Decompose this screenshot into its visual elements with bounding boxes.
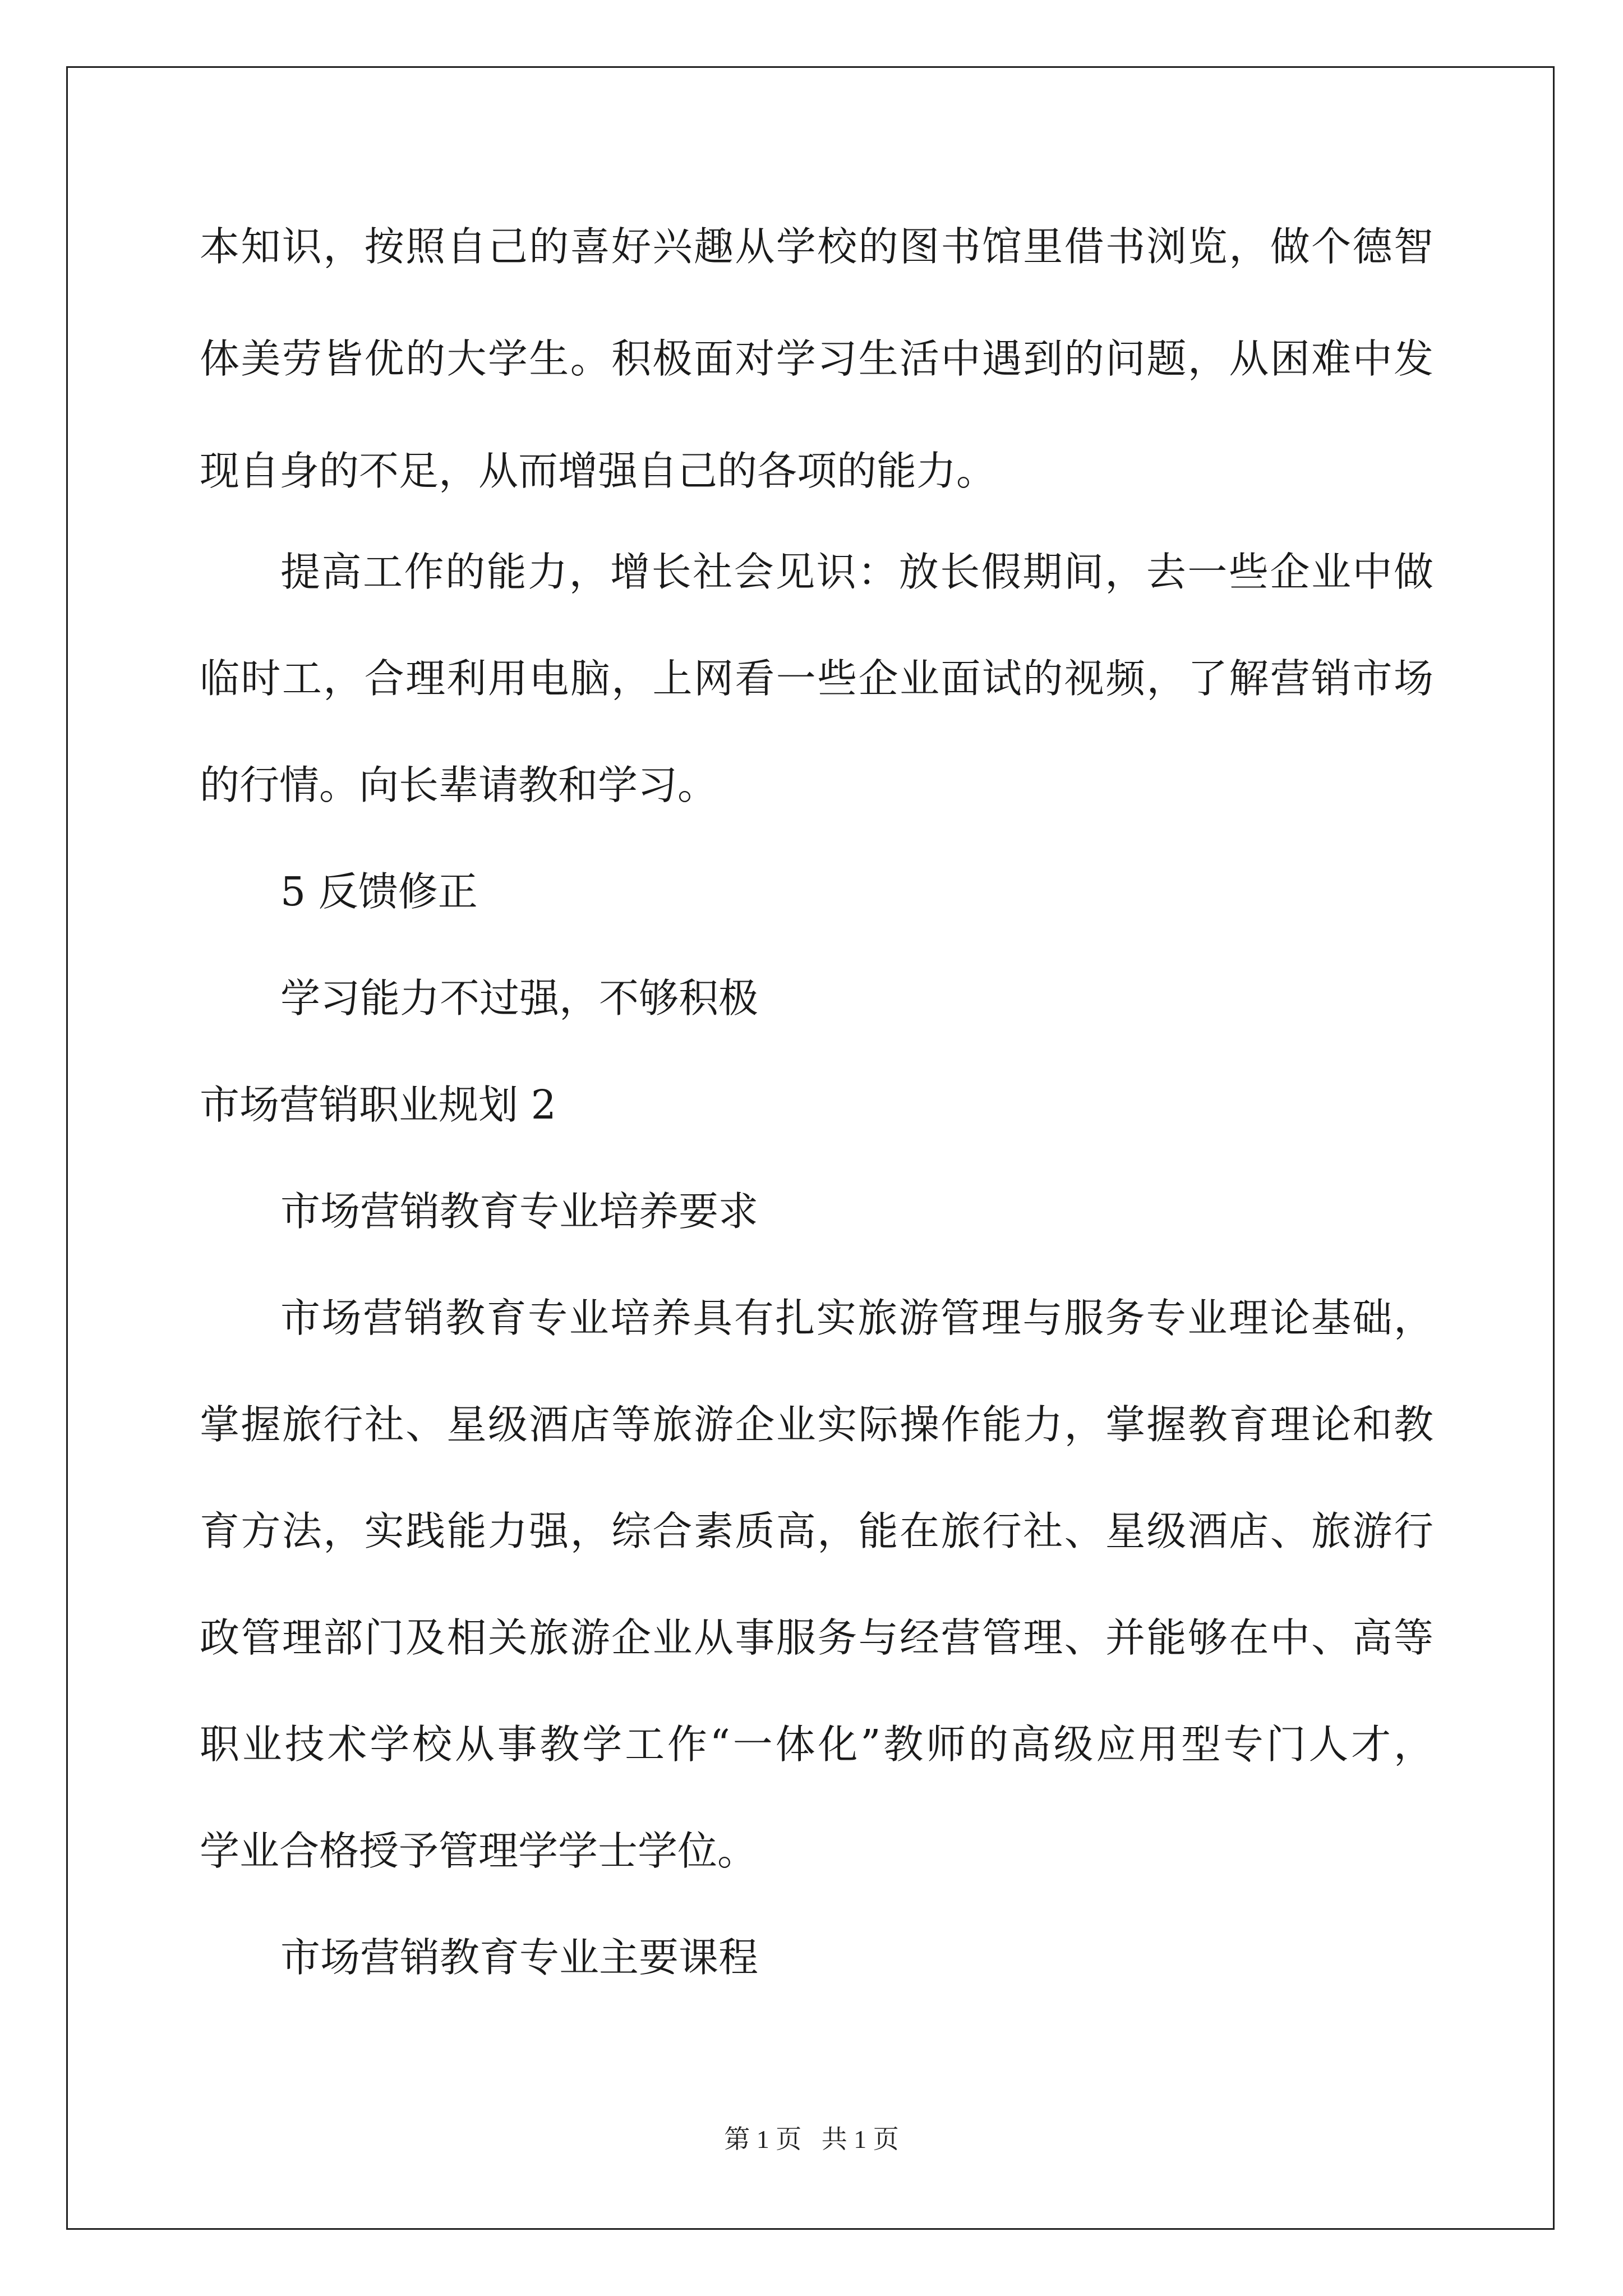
body-text-line: 现自身的不足，从而增强自己的各项的能力。 <box>200 448 997 494</box>
body-text-line: 政管理部门及相关旅游企业从事服务与经营管理、并能够在中、高等 <box>200 1614 1433 1661</box>
body-text-line: 的行情。向长辈请教和学习。 <box>200 762 718 808</box>
body-text-line: 育方法，实践能力强，综合素质高，能在旅行社、星级酒店、旅游行 <box>200 1508 1433 1554</box>
body-text-line: 临时工，合理利用电脑，上网看一些企业面试的视频，了解营销市场 <box>200 655 1433 702</box>
page-number: 第 1 页 <box>724 2125 802 2154</box>
body-text-line: 提高工作的能力，增长社会见识：放长假期间，去一些企业中做 <box>280 549 1433 595</box>
body-text-line: 职业技术学校从事教学工作“一体化”教师的高级应用型专门人才， <box>200 1721 1433 1768</box>
article-title: 市场营销职业规划 2 <box>200 1082 556 1128</box>
section-heading: 市场营销教育专业培养要求 <box>280 1188 759 1235</box>
section-heading: 市场营销教育专业主要课程 <box>280 1934 759 1981</box>
body-text-line: 体美劳皆优的大学生。积极面对学习生活中遇到的问题，从困难中发 <box>200 335 1433 382</box>
body-text-line: 学习能力不过强，不够积极 <box>280 975 759 1022</box>
page-total: 共 1 页 <box>821 2125 899 2154</box>
body-text-line: 本知识，按照自己的喜好兴趣从学校的图书馆里借书浏览，做个德智 <box>200 223 1433 270</box>
page-footer <box>0 2123 1623 2156</box>
body-text-line: 学业合格授予管理学学士学位。 <box>200 1828 758 1874</box>
body-text-line: 市场营销教育专业培养具有扎实旅游管理与服务专业理论基础， <box>280 1295 1433 1341</box>
page-border <box>66 66 1555 2230</box>
section-heading: 5 反馈修正 <box>280 868 478 915</box>
body-text-line: 掌握旅行社、星级酒店等旅游企业实际操作能力，掌握教育理论和教 <box>200 1401 1433 1448</box>
